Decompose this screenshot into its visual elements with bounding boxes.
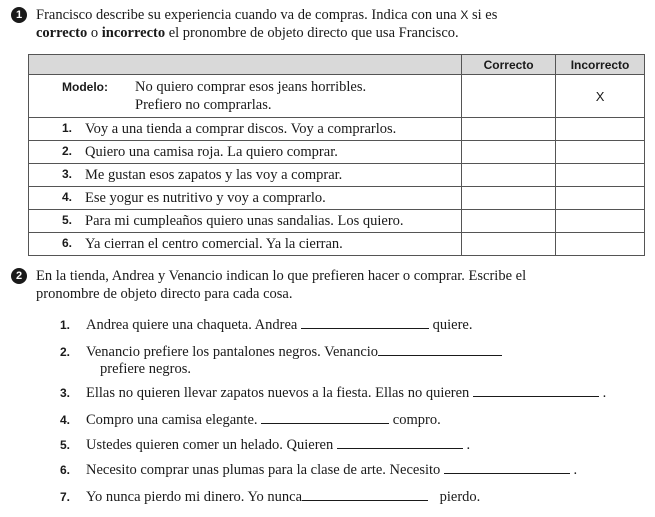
correcto-checkbox-cell[interactable] [462, 118, 556, 141]
incorrecto-checkbox-cell[interactable] [556, 187, 645, 210]
list-item [60, 488, 481, 506]
correcto-checkbox-cell[interactable] [462, 187, 556, 210]
row-text: Quiero una camisa roja. La quiero comprar. [85, 143, 338, 160]
exercise-1-instructions [36, 6, 646, 42]
table-row [29, 187, 645, 210]
row-text: Ya cierran el centro comercial. Ya la cierran. [85, 235, 343, 252]
answer-blank[interactable] [337, 436, 463, 449]
exercise-1-badge: 1 [11, 7, 27, 23]
item-text: Venancio prefiere los pantalones negros. Venancio [86, 344, 379, 360]
item-text: Compro una camisa elegante. [86, 412, 258, 428]
item-number: 6. [60, 463, 71, 477]
item-number: 3. [60, 386, 71, 400]
correcto-word: correcto [36, 25, 88, 41]
row-number: 5. [62, 213, 73, 227]
item-text-after: quiere. [432, 317, 473, 333]
instruction-line-1: En la tienda, Andrea y Venancio indican lo que prefieren hacer o comprar. Escribe el [36, 268, 527, 284]
row-text: Me gustan esos zapatos y las voy a comprar. [85, 166, 343, 183]
sentence-cell [29, 118, 462, 141]
item-text-after: pierdo. [439, 489, 481, 505]
table-row [29, 210, 645, 233]
item-text-after: . [573, 462, 578, 478]
row-number: 3. [62, 167, 73, 181]
table-row [29, 164, 645, 187]
row-number: 1. [62, 121, 73, 135]
correcto-checkbox-cell[interactable] [462, 141, 556, 164]
list-item [60, 343, 502, 378]
model-row [29, 75, 645, 118]
table-header-row [29, 55, 645, 75]
list-item [60, 384, 607, 402]
item-text: Yo nunca pierdo mi dinero. Yo nunca [86, 489, 303, 505]
item-text-after: compro. [392, 412, 441, 428]
exercise-2-instructions [36, 267, 646, 303]
sentence-cell [29, 164, 462, 187]
header-incorrecto: Incorrecto [556, 55, 645, 75]
sentence-cell [29, 233, 462, 256]
answer-blank[interactable] [301, 316, 429, 329]
item-text-after: . [602, 385, 607, 401]
incorrecto-checkbox-cell[interactable] [556, 210, 645, 233]
item-number: 7. [60, 490, 71, 504]
answer-blank[interactable] [378, 343, 502, 356]
answer-blank[interactable] [302, 488, 428, 501]
answer-blank[interactable] [444, 461, 570, 474]
model-incorrecto-cell: X [556, 75, 645, 118]
item-text-continued: prefiere negros. [100, 361, 191, 377]
table-row [29, 233, 645, 256]
incorrecto-checkbox-cell[interactable] [556, 141, 645, 164]
incorrecto-word: incorrecto [101, 25, 166, 41]
table-row [29, 118, 645, 141]
model-correcto-cell [462, 75, 556, 118]
item-number: 1. [60, 318, 71, 332]
list-item [60, 436, 471, 454]
item-number: 2. [60, 345, 71, 359]
correcto-checkbox-cell[interactable] [462, 210, 556, 233]
model-sentence-2: Prefiero no comprarlas. [135, 97, 272, 113]
row-number: 2. [62, 144, 73, 158]
item-text: Ustedes quieren comer un helado. Quieren [86, 437, 334, 453]
instruction-text: el pronombre de objeto directo que usa Francisco. [165, 25, 459, 41]
correcto-checkbox-cell[interactable] [462, 164, 556, 187]
exercise-2-badge: 2 [11, 268, 27, 284]
sentence-cell [29, 187, 462, 210]
item-number: 4. [60, 413, 71, 427]
model-sentence-1: No quiero comprar esos jeans horribles. [135, 79, 367, 95]
sentence-cell [29, 210, 462, 233]
list-item [60, 411, 441, 429]
list-item [60, 316, 473, 334]
model-label: Modelo: [62, 80, 108, 94]
row-text: Voy a una tienda a comprar discos. Voy a comprarlos. [85, 120, 397, 137]
correcto-checkbox-cell[interactable] [462, 233, 556, 256]
instruction-text: si es [468, 7, 498, 23]
item-text-after: . [466, 437, 471, 453]
header-correcto: Correcto [462, 55, 556, 75]
row-text: Para mi cumpleaños quiero unas sandalias. Los quiero. [85, 212, 404, 229]
instruction-line-2: pronombre de objeto directo para cada cosa. [36, 286, 293, 302]
answer-blank[interactable] [261, 411, 389, 424]
item-text: Necesito comprar unas plumas para la clase de arte. Necesito [86, 462, 441, 478]
answer-blank[interactable] [473, 384, 599, 397]
incorrecto-checkbox-cell[interactable] [556, 233, 645, 256]
header-blank [29, 55, 462, 75]
incorrecto-checkbox-cell[interactable] [556, 164, 645, 187]
table-row [29, 141, 645, 164]
item-number: 5. [60, 438, 71, 452]
item-text: Ellas no quieren llevar zapatos nuevos a la fiesta. Ellas no quieren [86, 385, 470, 401]
list-item [60, 461, 578, 479]
model-cell [29, 75, 462, 118]
item-text: Andrea quiere una chaqueta. Andrea [86, 317, 298, 333]
exercise-1-table [28, 54, 645, 256]
row-text: Ese yogur es nutritivo y voy a comprarlo. [85, 189, 326, 206]
instruction-text: Francisco describe su experiencia cuando va de compras. Indica con una [36, 7, 461, 23]
row-number: 6. [62, 236, 73, 250]
x-mark-glyph: X [460, 8, 469, 22]
sentence-cell [29, 141, 462, 164]
incorrecto-checkbox-cell[interactable] [556, 118, 645, 141]
instruction-text: o [87, 25, 102, 41]
row-number: 4. [62, 190, 73, 204]
